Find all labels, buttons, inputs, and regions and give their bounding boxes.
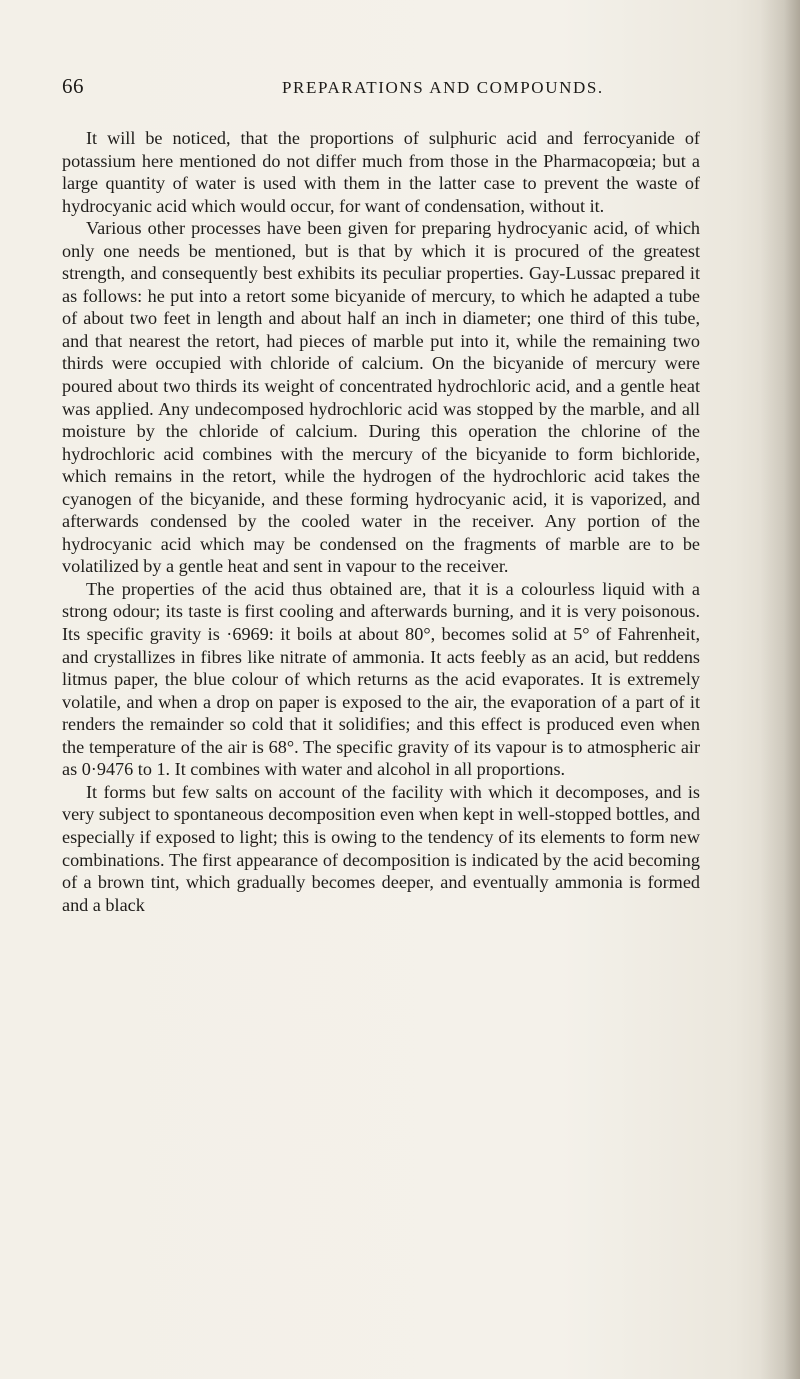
page-edge-shadow	[760, 0, 800, 1379]
page-number: 66	[62, 74, 84, 98]
running-head: PREPARATIONS AND COMPOUNDS.	[282, 78, 604, 97]
paragraph: It will be noticed, that the proportions of sulphuric acid and ferrocyanide of potassium here mentioned do not differ much from those in the Pharmacopœia; but a large quantity of water is used with them in the latter case to prevent the waste of hydrocyanic acid which would occur, for want of condensation, without it.	[62, 128, 700, 216]
paragraph: Various other processes have been given for preparing hydrocyanic acid, of which only one needs be mentioned, but is that by which it is procured of the greatest strength, and consequently best exhibits its peculiar properties. Gay-Lussac prepared it as follows: he put into a retort some bicyanide of mercury, to which he adapted a tube of about two feet in length and about half an inch in diameter; one third of this tube, and that nearest the retort, had pieces of marble put into it, while the remaining two thirds were occupied with chloride of calcium. On the bicyanide of mercury were poured about two thirds its weight of concentrated hydrochloric acid, and a gentle heat was applied. Any undecomposed hydrochloric acid was stopped by the marble, and all moisture by the chloride of calcium. During this operation the chlorine of the hydrochloric acid combines with the mercury of the bicyanide to form bichloride, which remains in the retort, while the hydrogen of the hydrochloric acid takes the cyanogen of the bicyanide, and these forming hydrocyanic acid, it is vaporized, and afterwards condensed by the cooled water in the receiver. Any portion of the hydrocyanic acid which may be condensed on the fragments of marble are to be volatilized by a gentle heat and sent in vapour to the receiver.	[62, 218, 700, 577]
paragraph: The properties of the acid thus obtained are, that it is a colourless liquid with a strong odour; its taste is first cooling and afterwards burning, and it is very poisonous. Its specific gravity is ·6969: it boils at about 80°, becomes solid at 5° of Fahrenheit, and crystallizes in fibres like nitrate of ammonia. It acts feebly as an acid, but reddens litmus paper, the blue colour of which returns as the acid evaporates. It is extremely volatile, and when a drop on paper is exposed to the air, the evaporation of a part of it renders the remainder so cold that it solidifies; and this effect is produced even when the temperature of the air is 68°. The specific gravity of its vapour is to atmospheric air as 0·9476 to 1. It combines with water and alcohol in all proportions.	[62, 578, 700, 780]
body-text	[62, 127, 700, 916]
page-header	[62, 72, 702, 102]
paragraph: It forms but few salts on account of the facility with which it decomposes, and is very subject to spontaneous decomposition even when kept in well-stopped bottles, and especially if exposed to light; this is owing to the tendency of its elements to form new combinations. The first appearance of decomposition is indicated by the acid becoming of a brown tint, which gradually becomes deeper, and eventually ammonia is formed and a black	[62, 781, 700, 915]
